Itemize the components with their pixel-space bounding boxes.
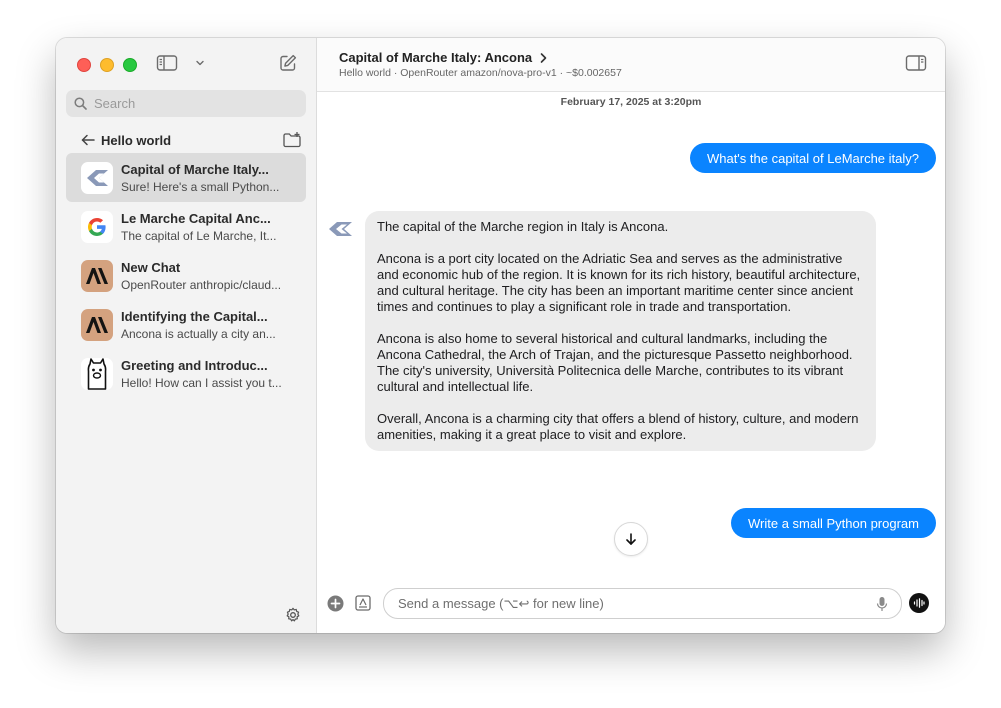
assistant-paragraph: Ancona is also home to several historical and cultural landmarks, including the Ancona Cathedral, the Arch of Trajan, and the picturesque Passetto neighborhood. The city's university, Università Politecnica delle Marche, contributes to its vibrant cultural and intellectual life. [377, 331, 853, 394]
chat-preview: Ancona is actually a city an... [121, 326, 276, 341]
chat-title: New Chat [121, 259, 181, 275]
voice-mode-button[interactable] [909, 593, 929, 613]
chat-title: Le Marche Capital Anc... [121, 210, 271, 226]
assistant-message-bubble[interactable] [365, 211, 876, 451]
anthropic-icon [81, 260, 113, 292]
user-message-bubble[interactable]: Write a small Python program [731, 508, 936, 538]
chat-list-item[interactable] [66, 153, 306, 202]
nova-icon [328, 219, 354, 239]
back-arrow-icon[interactable] [80, 132, 96, 148]
window-controls [77, 58, 137, 72]
user-message-bubble[interactable]: What's the capital of LeMarche italy? [690, 143, 936, 173]
zoom-window-button[interactable] [123, 58, 137, 72]
sidebar [56, 38, 317, 633]
search-input[interactable] [92, 95, 296, 112]
chat-title-heading[interactable]: Capital of Marche Italy: Ancona [339, 50, 533, 65]
chat-title: Greeting and Introduc... [121, 357, 268, 373]
chat-preview: The capital of Le Marche, It... [121, 228, 277, 243]
inspector-toggle-icon[interactable] [905, 54, 927, 72]
gear-icon[interactable] [285, 607, 301, 623]
chat-main [317, 38, 945, 633]
app-window [56, 38, 945, 633]
chevron-down-icon[interactable] [194, 57, 206, 69]
chat-list-item[interactable] [66, 300, 306, 349]
arrow-down-icon [624, 532, 638, 546]
minimize-window-button[interactable] [100, 58, 114, 72]
chat-title: Capital of Marche Italy... [121, 161, 269, 177]
assistant-paragraph: Ancona is a port city located on the Adriatic Sea and serves as the administrative and economic hub of the region. It is known for its rich history, beautiful architecture, and cultural heritage. The city has been an important maritime center since ancient times and continues to play a significant role in trade and transportation. [377, 251, 861, 314]
new-chat-compose-icon[interactable] [278, 53, 298, 73]
prompt-library-icon[interactable] [354, 594, 372, 612]
message-composer[interactable] [383, 588, 902, 619]
chat-header [317, 38, 945, 92]
new-folder-icon[interactable] [282, 131, 302, 149]
assistant-paragraph: The capital of the Marche region in Italy is Ancona. [377, 219, 669, 234]
chat-list-item[interactable] [66, 251, 306, 300]
waveform-icon [913, 598, 925, 608]
chat-list-item[interactable] [66, 202, 306, 251]
nova-icon [81, 162, 113, 194]
search-icon [74, 97, 87, 110]
llama-icon [81, 358, 113, 390]
scroll-to-bottom-button[interactable] [614, 522, 648, 556]
chevron-right-icon[interactable] [539, 52, 548, 64]
message-input[interactable] [396, 595, 860, 612]
google-icon [81, 211, 113, 243]
assistant-paragraph: Overall, Ancona is a charming city that offers a blend of history, culture, and modern amenities, making it a great place to visit and explore. [377, 411, 859, 442]
chat-title: Identifying the Capital... [121, 308, 268, 324]
message-timestamp: February 17, 2025 at 3:20pm [560, 96, 702, 108]
folder-title: Hello world [101, 132, 172, 148]
chat-preview: Sure! Here's a small Python... [121, 179, 280, 194]
chat-list-item[interactable] [66, 349, 306, 398]
chat-subtitle: Hello world · OpenRouter amazon/nova-pro-v1 · ~$0.002657 [339, 67, 622, 79]
chat-list [66, 153, 306, 398]
search-field[interactable] [66, 90, 306, 117]
add-attachment-icon[interactable] [327, 595, 344, 612]
sidebar-toggle-icon[interactable] [156, 54, 178, 72]
folder-header [80, 130, 302, 150]
microphone-icon[interactable] [876, 596, 888, 612]
chat-preview: Hello! How can I assist you t... [121, 375, 282, 390]
close-window-button[interactable] [77, 58, 91, 72]
chat-preview: OpenRouter anthropic/claud... [121, 277, 282, 292]
anthropic-icon [81, 309, 113, 341]
